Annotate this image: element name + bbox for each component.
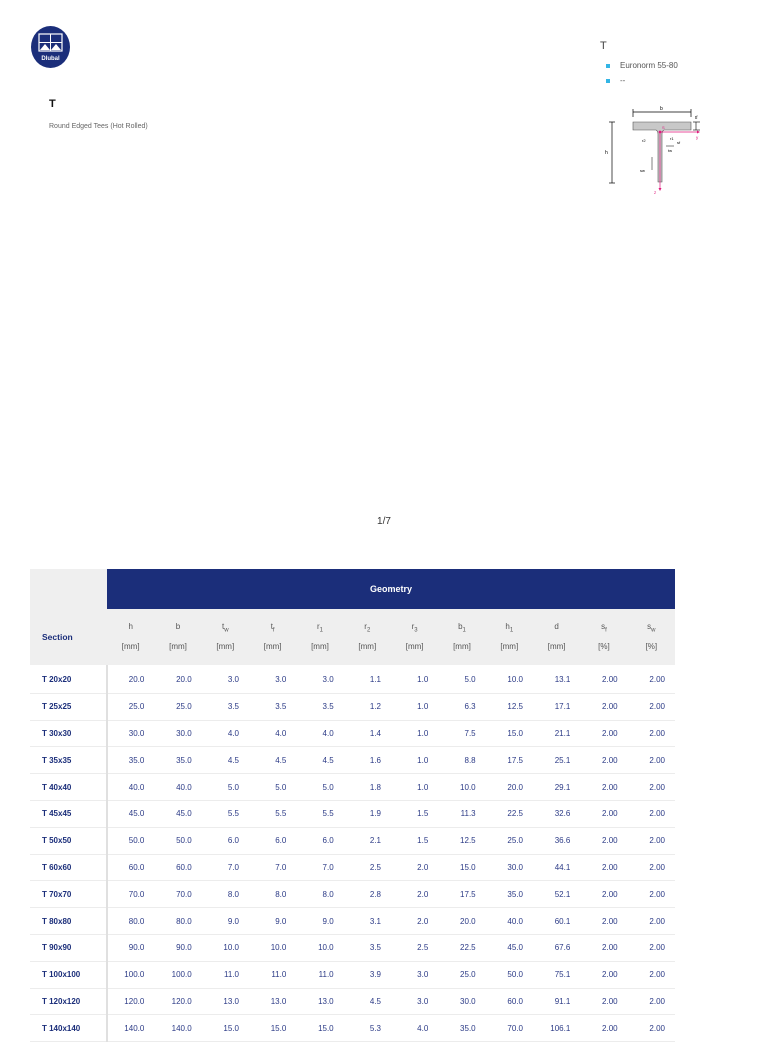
value-cell: 2.00 — [580, 908, 627, 935]
value-cell: 20.0 — [154, 665, 201, 693]
cross-section-diagram — [600, 102, 710, 197]
column-subscript: 2 — [366, 627, 371, 634]
value-cell: 50.0 — [154, 827, 201, 854]
value-cell: 40.0 — [107, 774, 154, 801]
value-cell: 13.0 — [202, 988, 249, 1015]
value-cell: 75.1 — [533, 961, 580, 988]
value-cell: 120.0 — [154, 988, 201, 1015]
value-cell: 29.1 — [533, 774, 580, 801]
value-cell: 4.0 — [249, 720, 296, 747]
section-description: Round Edged Tees (Hot Rolled) — [49, 123, 148, 130]
column-symbol: h — [128, 622, 133, 632]
section-name-cell: T 30x30 — [30, 720, 107, 747]
value-cell: 140.0 — [107, 1015, 154, 1042]
dlubal-logo — [31, 26, 70, 68]
column-header — [533, 609, 580, 665]
column-unit: [mm] — [121, 641, 140, 651]
column-header — [249, 609, 296, 665]
norms-list — [606, 60, 678, 90]
value-cell: 140.0 — [154, 1015, 201, 1042]
value-cell: 1.9 — [344, 800, 391, 827]
value-cell: 2.00 — [628, 988, 675, 1015]
value-cell: 22.5 — [486, 800, 533, 827]
value-cell: 35.0 — [438, 1015, 485, 1042]
section-name-cell: T 40x40 — [30, 774, 107, 801]
value-cell: 9.0 — [202, 908, 249, 935]
value-cell: 10.0 — [438, 774, 485, 801]
value-cell: 6.0 — [296, 827, 343, 854]
value-cell: 2.00 — [580, 961, 627, 988]
dim-tw-label: tw — [668, 148, 672, 153]
axis-z-label: z — [654, 190, 657, 195]
value-cell: 60.1 — [533, 908, 580, 935]
value-cell: 25.0 — [154, 693, 201, 720]
value-cell: 2.00 — [580, 747, 627, 774]
value-cell: 6.0 — [249, 827, 296, 854]
value-cell: 1.4 — [344, 720, 391, 747]
norm-item: -- — [606, 75, 678, 90]
value-cell: 5.0 — [249, 774, 296, 801]
value-cell: 1.8 — [344, 774, 391, 801]
section-name-cell: T 45x45 — [30, 800, 107, 827]
value-cell: 12.5 — [486, 693, 533, 720]
value-cell: 11.0 — [202, 961, 249, 988]
value-cell: 50.0 — [107, 827, 154, 854]
value-cell: 50.0 — [486, 961, 533, 988]
value-cell: 1.5 — [391, 827, 438, 854]
value-cell: 25.1 — [533, 747, 580, 774]
value-cell: 70.0 — [486, 1015, 533, 1042]
table-row — [30, 720, 675, 747]
section-name-cell: T 90x90 — [30, 934, 107, 961]
value-cell: 2.00 — [580, 1015, 627, 1042]
value-cell: 10.0 — [486, 665, 533, 693]
value-cell: 13.1 — [533, 665, 580, 693]
value-cell: 4.0 — [391, 1015, 438, 1042]
table-row — [30, 693, 675, 720]
value-cell: 3.5 — [249, 693, 296, 720]
dim-sw-label: sw — [640, 168, 645, 173]
value-cell: 2.5 — [344, 854, 391, 881]
value-cell: 90.0 — [107, 934, 154, 961]
value-cell: 106.1 — [533, 1015, 580, 1042]
value-cell: 7.0 — [249, 854, 296, 881]
page-number: 1/7 — [377, 516, 391, 527]
value-cell: 2.00 — [628, 720, 675, 747]
value-cell: 9.0 — [296, 908, 343, 935]
column-subscript: 3 — [414, 627, 418, 634]
value-cell: 5.3 — [344, 1015, 391, 1042]
value-cell: 2.00 — [580, 665, 627, 693]
value-cell: 3.5 — [202, 693, 249, 720]
value-cell: 30.0 — [154, 720, 201, 747]
column-subscript: 1 — [319, 627, 323, 634]
value-cell: 7.0 — [296, 854, 343, 881]
value-cell: 67.6 — [533, 934, 580, 961]
column-header — [344, 609, 391, 665]
value-cell: 2.00 — [628, 881, 675, 908]
section-name-cell: T 50x50 — [30, 827, 107, 854]
value-cell: 91.1 — [533, 988, 580, 1015]
value-cell: 1.0 — [391, 774, 438, 801]
column-symbol: r — [316, 622, 320, 632]
column-symbol: t — [222, 622, 225, 632]
value-cell: 60.0 — [486, 988, 533, 1015]
value-cell: 15.0 — [249, 1015, 296, 1042]
section-name-cell: T 60x60 — [30, 854, 107, 881]
section-title: T — [49, 98, 56, 110]
value-cell: 2.00 — [628, 693, 675, 720]
value-cell: 2.00 — [580, 881, 627, 908]
value-cell: 5.0 — [202, 774, 249, 801]
value-cell: 25.0 — [107, 693, 154, 720]
column-unit: [%] — [598, 641, 610, 651]
column-unit: [mm] — [169, 641, 187, 651]
value-cell: 3.0 — [249, 665, 296, 693]
value-cell: 1.1 — [344, 665, 391, 693]
value-cell: 4.5 — [296, 747, 343, 774]
value-cell: 21.1 — [533, 720, 580, 747]
section-name-cell: T 80x80 — [30, 908, 107, 935]
value-cell: 3.0 — [202, 665, 249, 693]
value-cell: 8.0 — [202, 881, 249, 908]
value-cell: 2.00 — [580, 774, 627, 801]
value-cell: 3.5 — [296, 693, 343, 720]
column-header — [438, 609, 485, 665]
value-cell: 11.3 — [438, 800, 485, 827]
value-cell: 20.0 — [438, 908, 485, 935]
value-cell: 2.00 — [628, 747, 675, 774]
column-unit: [mm] — [500, 641, 519, 651]
value-cell: 20.0 — [486, 774, 533, 801]
section-name-cell: T 100x100 — [30, 961, 107, 988]
value-cell: 35.0 — [107, 747, 154, 774]
column-symbol: r — [411, 622, 415, 632]
value-cell: 100.0 — [107, 961, 154, 988]
table-row — [30, 1015, 675, 1042]
value-cell: 7.5 — [438, 720, 485, 747]
value-cell: 40.0 — [154, 774, 201, 801]
column-header — [154, 609, 201, 665]
value-cell: 10.0 — [202, 934, 249, 961]
value-cell: 2.00 — [580, 720, 627, 747]
column-unit: [mm] — [311, 641, 329, 651]
value-cell: 20.0 — [107, 665, 154, 693]
value-cell: 1.5 — [391, 800, 438, 827]
svg-text:Dlubal: Dlubal — [41, 56, 60, 62]
value-cell: 90.0 — [154, 934, 201, 961]
value-cell: 2.00 — [628, 961, 675, 988]
table-corner — [30, 569, 107, 609]
value-cell: 120.0 — [107, 988, 154, 1015]
column-symbol: t — [270, 622, 273, 632]
value-cell: 2.00 — [628, 854, 675, 881]
value-cell: 15.0 — [486, 720, 533, 747]
value-cell: 1.6 — [344, 747, 391, 774]
table-row — [30, 827, 675, 854]
table-row — [30, 665, 675, 693]
column-symbol: b — [458, 622, 463, 632]
column-header — [296, 609, 343, 665]
column-symbol: s — [647, 622, 652, 632]
column-unit: [%] — [645, 641, 658, 651]
geometry-table — [30, 569, 675, 1042]
dim-r1-label: r1 — [670, 136, 674, 141]
column-header — [580, 609, 627, 665]
value-cell: 30.0 — [486, 854, 533, 881]
geometry-group-header: Geometry — [107, 569, 675, 609]
value-cell: 45.0 — [154, 800, 201, 827]
section-name-cell: T 120x120 — [30, 988, 107, 1015]
axis-y-label: y — [696, 135, 699, 140]
column-header — [391, 609, 438, 665]
value-cell: 30.0 — [438, 988, 485, 1015]
column-symbol: b — [175, 622, 181, 632]
column-subscript: f — [605, 627, 607, 634]
value-cell: 2.1 — [344, 827, 391, 854]
value-cell: 2.00 — [628, 934, 675, 961]
value-cell: 2.00 — [580, 934, 627, 961]
value-cell: 2.00 — [580, 693, 627, 720]
column-unit: [mm] — [263, 641, 282, 651]
value-cell: 1.0 — [391, 747, 438, 774]
column-header — [628, 609, 675, 665]
column-subscript: w — [651, 627, 656, 634]
value-cell: 70.0 — [154, 881, 201, 908]
value-cell: 2.00 — [580, 988, 627, 1015]
value-cell: 3.5 — [344, 934, 391, 961]
value-cell: 13.0 — [249, 988, 296, 1015]
value-cell: 7.0 — [202, 854, 249, 881]
info-title: T — [600, 40, 607, 52]
value-cell: 60.0 — [107, 854, 154, 881]
value-cell: 60.0 — [154, 854, 201, 881]
value-cell: 15.0 — [438, 854, 485, 881]
table-row — [30, 881, 675, 908]
value-cell: 2.0 — [391, 854, 438, 881]
value-cell: 17.5 — [486, 747, 533, 774]
value-cell: 11.0 — [249, 961, 296, 988]
geometry-table-container — [30, 569, 675, 1042]
section-name-cell: T 20x20 — [30, 665, 107, 693]
column-header — [107, 609, 154, 665]
dim-tf-label: tf — [695, 115, 698, 120]
value-cell: 44.1 — [533, 854, 580, 881]
centroid-label: S — [662, 125, 665, 130]
table-row — [30, 854, 675, 881]
column-unit: [mm] — [547, 641, 566, 651]
section-name-cell: T 140x140 — [30, 1015, 107, 1042]
norm-item: Euronorm 55-80 — [606, 60, 678, 75]
value-cell: 2.00 — [628, 1015, 675, 1042]
value-cell: 80.0 — [107, 908, 154, 935]
value-cell: 11.0 — [296, 961, 343, 988]
value-cell: 8.0 — [249, 881, 296, 908]
column-header — [202, 609, 249, 665]
value-cell: 80.0 — [154, 908, 201, 935]
value-cell: 8.0 — [296, 881, 343, 908]
table-body — [30, 665, 675, 1042]
column-symbol: h — [505, 622, 510, 632]
column-symbol: r — [364, 622, 367, 632]
value-cell: 4.0 — [296, 720, 343, 747]
value-cell: 52.1 — [533, 881, 580, 908]
value-cell: 2.00 — [628, 665, 675, 693]
dim-h-label: h — [605, 150, 608, 156]
value-cell: 35.0 — [154, 747, 201, 774]
table-row — [30, 774, 675, 801]
column-subscript: f — [272, 627, 275, 634]
column-unit: [mm] — [358, 641, 377, 651]
value-cell: 32.6 — [533, 800, 580, 827]
dim-b-label: b — [660, 106, 663, 112]
value-cell: 2.00 — [628, 774, 675, 801]
value-cell: 2.0 — [391, 908, 438, 935]
value-cell: 5.0 — [296, 774, 343, 801]
section-name-cell: T 35x35 — [30, 747, 107, 774]
value-cell: 2.0 — [391, 881, 438, 908]
section-name-cell: T 70x70 — [30, 881, 107, 908]
table-row — [30, 747, 675, 774]
value-cell: 17.5 — [438, 881, 485, 908]
value-cell: 15.0 — [296, 1015, 343, 1042]
value-cell: 1.0 — [391, 665, 438, 693]
value-cell: 2.00 — [628, 908, 675, 935]
value-cell: 5.5 — [296, 800, 343, 827]
value-cell: 25.0 — [438, 961, 485, 988]
table-row — [30, 800, 675, 827]
table-row — [30, 988, 675, 1015]
value-cell: 30.0 — [107, 720, 154, 747]
value-cell: 3.0 — [296, 665, 343, 693]
column-subscript: w — [224, 627, 229, 634]
column-header — [486, 609, 533, 665]
column-unit: [mm] — [216, 641, 235, 651]
value-cell: 6.0 — [202, 827, 249, 854]
value-cell: 5.5 — [249, 800, 296, 827]
value-cell: 2.00 — [580, 854, 627, 881]
value-cell: 2.5 — [391, 934, 438, 961]
value-cell: 3.0 — [391, 961, 438, 988]
table-row — [30, 934, 675, 961]
column-subscript: 1 — [509, 627, 514, 634]
value-cell: 2.8 — [344, 881, 391, 908]
column-symbol: d — [554, 622, 559, 632]
dim-r2-label: r2 — [642, 138, 646, 143]
section-name-cell: T 25x25 — [30, 693, 107, 720]
value-cell: 70.0 — [107, 881, 154, 908]
value-cell: 3.9 — [344, 961, 391, 988]
value-cell: 5.5 — [202, 800, 249, 827]
value-cell: 3.0 — [391, 988, 438, 1015]
value-cell: 4.5 — [344, 988, 391, 1015]
column-symbol: s — [601, 622, 606, 632]
value-cell: 1.2 — [344, 693, 391, 720]
value-cell: 15.0 — [202, 1015, 249, 1042]
value-cell: 6.3 — [438, 693, 485, 720]
value-cell: 3.1 — [344, 908, 391, 935]
value-cell: 2.00 — [580, 827, 627, 854]
column-unit: [mm] — [453, 641, 471, 651]
value-cell: 25.0 — [486, 827, 533, 854]
value-cell: 100.0 — [154, 961, 201, 988]
value-cell: 2.00 — [628, 800, 675, 827]
column-unit: [mm] — [405, 641, 424, 651]
value-cell: 10.0 — [296, 934, 343, 961]
value-cell: 4.5 — [249, 747, 296, 774]
value-cell: 22.5 — [438, 934, 485, 961]
value-cell: 1.0 — [391, 693, 438, 720]
value-cell: 45.0 — [107, 800, 154, 827]
value-cell: 13.0 — [296, 988, 343, 1015]
value-cell: 5.0 — [438, 665, 485, 693]
value-cell: 17.1 — [533, 693, 580, 720]
table-row — [30, 908, 675, 935]
table-row — [30, 961, 675, 988]
value-cell: 9.0 — [249, 908, 296, 935]
dim-sf-label: sf — [677, 140, 681, 145]
value-cell: 4.5 — [202, 747, 249, 774]
section-column-header: Section — [30, 609, 107, 665]
column-subscript: 1 — [462, 627, 466, 634]
value-cell: 8.8 — [438, 747, 485, 774]
value-cell: 45.0 — [486, 934, 533, 961]
value-cell: 36.6 — [533, 827, 580, 854]
value-cell: 35.0 — [486, 881, 533, 908]
value-cell: 10.0 — [249, 934, 296, 961]
value-cell: 4.0 — [202, 720, 249, 747]
value-cell: 12.5 — [438, 827, 485, 854]
value-cell: 40.0 — [486, 908, 533, 935]
value-cell: 2.00 — [580, 800, 627, 827]
value-cell: 1.0 — [391, 720, 438, 747]
value-cell: 2.00 — [628, 827, 675, 854]
